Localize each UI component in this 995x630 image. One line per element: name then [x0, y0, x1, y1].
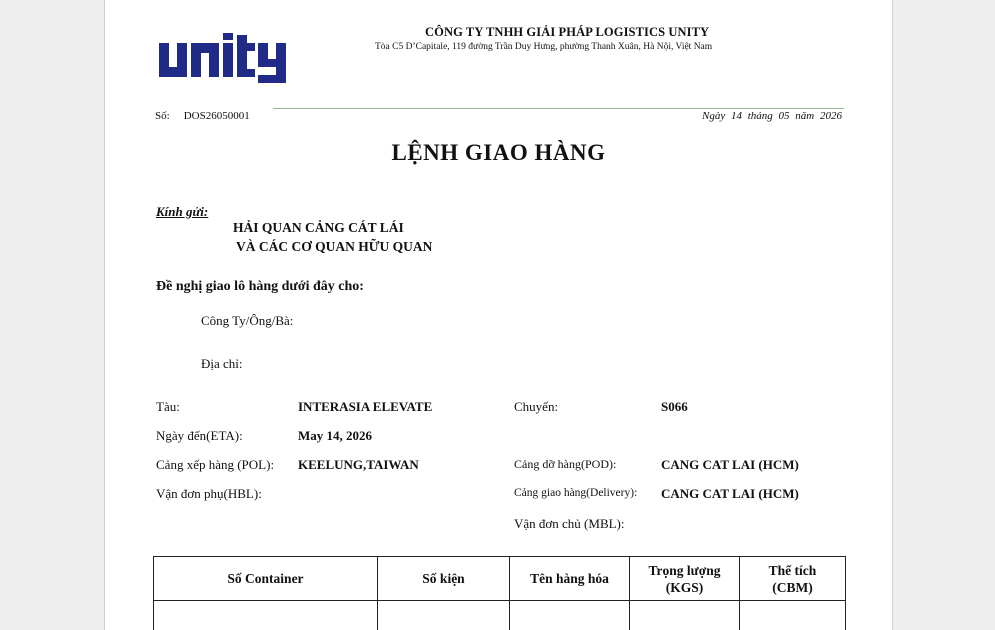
recipient-line-1: HẢI QUAN CẢNG CÁT LÁI: [233, 220, 404, 235]
pod-label: Cảng dỡ hàng(POD):: [514, 457, 617, 471]
table-cell: [154, 601, 378, 630]
eta-label: Ngày đến(ETA):: [156, 428, 243, 443]
table-header-row: [154, 557, 846, 601]
table-cell: [510, 601, 630, 630]
col-header-weight-line2: (KGS): [665, 579, 704, 595]
pod-value: CANG CAT LAI (HCM): [661, 457, 799, 472]
document-page: [104, 0, 893, 630]
col-header-volume-line2: (CBM): [772, 579, 813, 595]
table-cell: [740, 601, 846, 630]
company-logo: [157, 33, 287, 85]
table-cell: [378, 601, 510, 630]
vessel-value: INTERASIA ELEVATE: [298, 399, 433, 414]
delivery-value: CANG CAT LAI (HCM): [661, 486, 799, 501]
document-number: [155, 110, 250, 122]
voyage-value: S066: [661, 399, 688, 414]
recipient-label: Kính gửi:: [156, 204, 209, 219]
document-title: LỆNH GIAO HÀNG: [391, 140, 606, 165]
eta-value: May 14, 2026: [298, 428, 373, 443]
header-divider: [273, 108, 844, 109]
company-name: CÔNG TY TNHH GIẢI PHÁP LOGISTICS UNITY: [425, 25, 710, 39]
consignee-address-label: Địa chỉ:: [201, 356, 243, 371]
recipient-line-2: VÀ CÁC CƠ QUAN HỮU QUAN: [236, 239, 433, 254]
col-header-weight-line1: Trọng lượng: [648, 562, 721, 578]
col-header-container: Số Container: [154, 557, 378, 601]
col-header-weight: [630, 557, 740, 601]
col-header-goods: Tên hàng hóa: [510, 557, 630, 601]
vessel-label: Tàu:: [156, 399, 180, 414]
document-date: Ngày 14 tháng 05 năm 2026: [702, 110, 842, 122]
col-header-packages: Số kiện: [378, 557, 510, 601]
consignee-company-label: Công Ty/Ông/Bà:: [201, 313, 294, 328]
request-text: Đề nghị giao lô hàng dưới đây cho:: [156, 279, 364, 294]
mbl-label: Vận đơn chủ (MBL):: [514, 516, 625, 531]
pol-label: Cảng xếp hàng (POL):: [156, 457, 275, 472]
document-number-value: DOS26050001: [183, 110, 250, 122]
hbl-label: Vận đơn phụ(HBL):: [156, 486, 262, 501]
table-cell: [630, 601, 740, 630]
voyage-label: Chuyến:: [514, 399, 559, 414]
pol-value: KEELUNG,TAIWAN: [298, 457, 419, 472]
company-address: Tòa C5 D’Capitale, 119 đường Trần Duy Hưng, phường Thanh Xuân, Hà Nội, Việt Nam: [375, 42, 713, 52]
col-header-volume: [740, 557, 846, 601]
table-row: [154, 601, 846, 630]
delivery-label: Cảng giao hàng(Delivery):: [514, 487, 638, 499]
container-table: [153, 556, 846, 630]
col-header-volume-line1: Thể tích: [768, 562, 817, 578]
document-number-label: Số:: [155, 110, 170, 122]
